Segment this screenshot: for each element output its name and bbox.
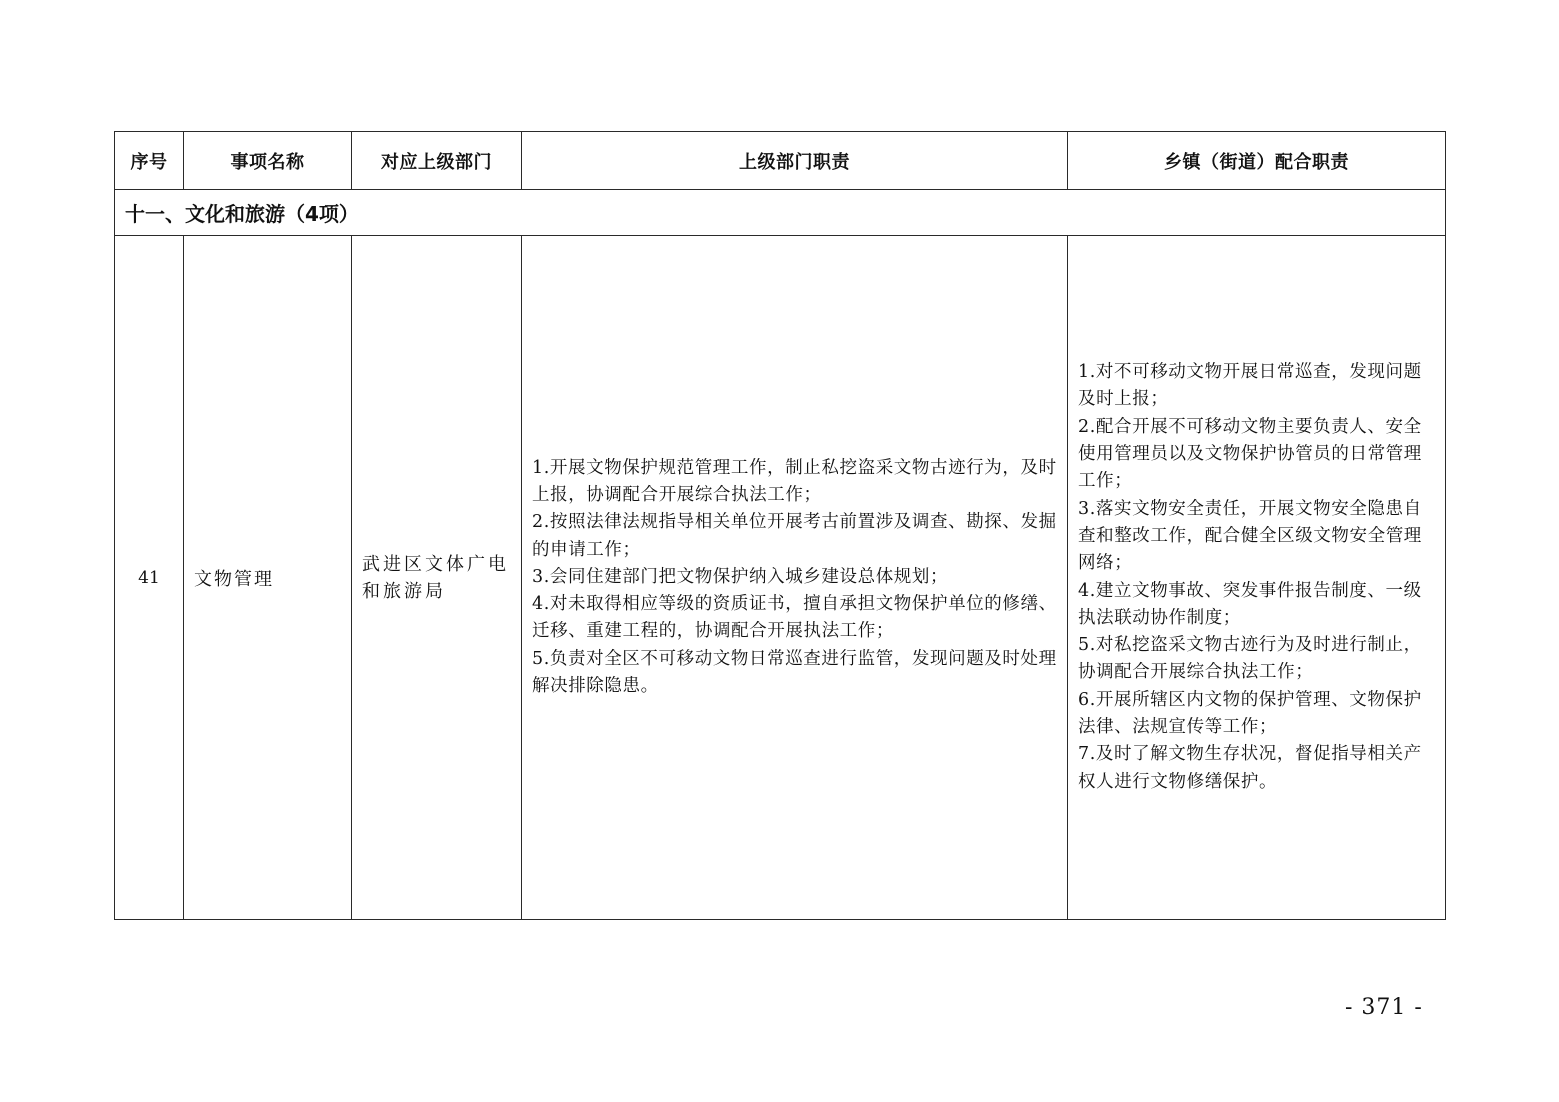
section-title: 十一、文化和旅游（4项）: [115, 190, 1446, 236]
coop-item: 1.对不可移动文物开展日常巡查，发现问题及时上报；: [1078, 362, 1422, 410]
coop-item: 5.对私挖盗采文物古迹行为及时进行制止，协调配合开展综合执法工作；: [1078, 635, 1422, 683]
row-duty-list: [522, 236, 1068, 920]
duty-table: [114, 131, 1446, 920]
row-no: 41: [115, 236, 184, 920]
duty-item: 2.按照法律法规指导相关单位开展考古前置涉及调查、勘探、发掘的申请工作；: [532, 512, 1057, 560]
table-row: [115, 236, 1446, 920]
section-row: [115, 190, 1446, 236]
row-coop-list: [1068, 236, 1446, 920]
header-name: 事项名称: [184, 132, 352, 190]
duty-item: 5.负责对全区不可移动文物日常巡查进行监管，发现问题及时处理解决排除隐患。: [532, 648, 1057, 697]
header-coop: 乡镇（街道）配合职责: [1068, 132, 1446, 190]
duty-item: 3.会同住建部门把文物保护纳入城乡建设总体规划；: [532, 566, 949, 587]
header-dept: 对应上级部门: [352, 132, 522, 190]
header-no: 序号: [115, 132, 184, 190]
header-duty: 上级部门职责: [522, 132, 1068, 190]
coop-item: 2.配合开展不可移动文物主要负责人、安全使用管理员以及文物保护协管员的日常管理工作；: [1078, 416, 1422, 492]
row-dept: 武进区文体广电和旅游局: [352, 236, 522, 920]
coop-item: 7.及时了解文物生存状况，督促指导相关产权人进行文物修缮保护。: [1078, 744, 1422, 792]
duty-item: 1.开展文物保护规范管理工作，制止私挖盗采文物古迹行为，及时上报，协调配合开展综合执法工作；: [532, 457, 1057, 505]
coop-item: 3.落实文物安全责任，开展文物安全隐患自查和整改工作，配合健全区级文物安全管理网络；: [1078, 498, 1422, 574]
coop-item: 6.开展所辖区内文物的保护管理、文物保护法律、法规宣传等工作；: [1078, 689, 1422, 737]
duty-item: 4.对未取得相应等级的资质证书，擅自承担文物保护单位的修缮、迁移、重建工程的，协调配合开展执法工作；: [532, 594, 1057, 642]
page-number: - 371 -: [1345, 995, 1423, 1020]
header-row: [115, 132, 1446, 190]
row-name: 文物管理: [184, 236, 352, 920]
coop-item: 4.建立文物事故、突发事件报告制度、一级执法联动协作制度；: [1078, 580, 1422, 628]
